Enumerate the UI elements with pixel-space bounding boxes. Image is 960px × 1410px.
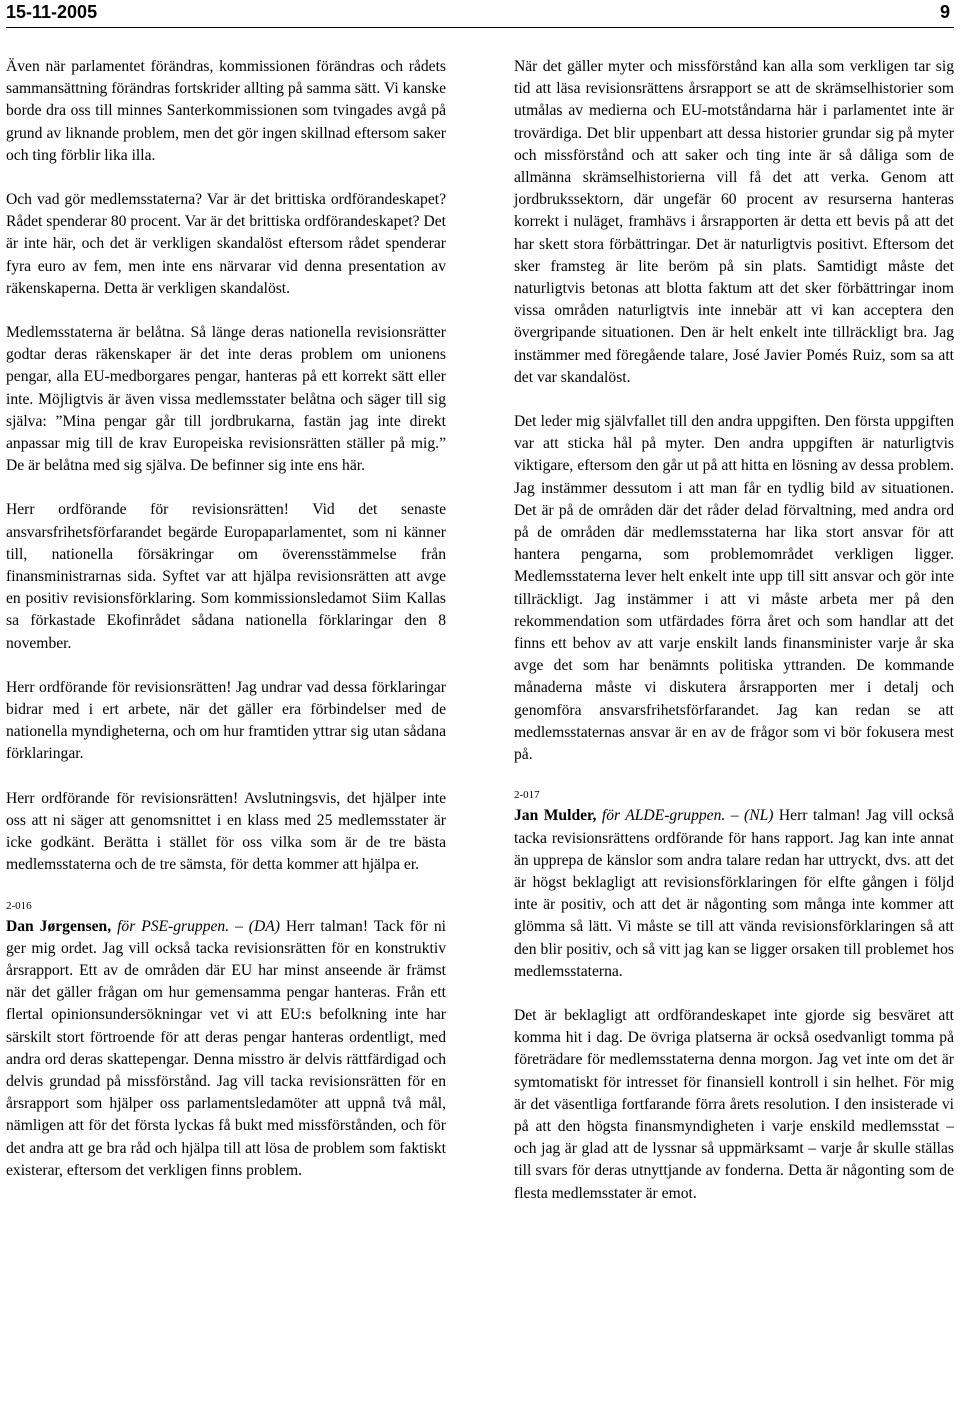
speech-text: Herr talman! Tack för ni ger mig ordet. Jag vill också tacka revisionsrätten för en konstruktiv årsrapport. Ett av de områden där EU har minst anseende är främst när det gäller frågan om hur gemensamma pengar hanteras. Från ett flertal opinionsundersökningar vet vi att EU:s befolkning inte har särskilt stort förtroende för att deras pengar hanteras ordentligt, med andra ord deras skattepengar. Denna misstro är delvis rättfärdigad och delvis grundad på missförstånd. Jag vill tacka revisionsrätten för en årsrapport som hjälper oss parlamentsledamöter att uppnå två mål, nämligen att för det första lyckas få bukt med missförstånden, och för det andra att ge bra råd och hjälpa till att lösa de problem som faktiskt existerar, eftersom det verkligen finns problem. — [6, 917, 446, 1179]
paragraph: Och vad gör medlemsstaterna? Var är det brittiska ordförandeskapet? Rådet spenderar 80 procent. Var är det brittiska ordförandeskapet? Det är inte här, och det är verkligen skandalöst eftersom rådet spenderar fyra euro av fem, men inte ens närvarar vid denna presentation av räkenskaperna. Detta är verkligen skandalöst. — [6, 191, 446, 297]
speaker-language: – (NL) — [730, 807, 774, 825]
header-page-number: 9 — [939, 2, 950, 22]
paragraph: Det leder mig självfallet till den andra uppgiften. Den första uppgiften var att sticka hål på myter. Den andra uppgiften är naturligtvis viktigare, eftersom den går ut på att hitta en lösning av dessa problem. Jag instämmer dessutom i att man får en tydlig bild av situationen. Det är på de områden där det råder delad förvaltning, med andra ord på de områden där medlemsstaterna har lika stort ansvar för att hantera pengarna, som problemområdet verkligen ligger. Medlemsstaterna lever helt enkelt inte upp till sitt ansvar och gör inte tillräckligt. Jag instämmer i att vi måste arbeta mer på den rekommendation som utfärdades förra året och som handlar att det finns ett behov av att varje enskilt lands finansminister varje år ska avge det som har benämnts politiska yttranden. De kommande månaderna måste vi diskutera årsrapporten mer i detalj och genomföra ansvarsfrihetsförfarandet. Jag kan redan se att medlemsstaternas ansvar är en av de frågor som vi bör fokusera mest på. — [514, 413, 954, 764]
paragraph: När det gäller myter och missförstånd kan alla som verkligen tar sig tid att läsa revisionsrättens årsrapport se att de skrämselhistorier som utmålas av medierna och EU-motståndarna här i parlamentet inte är trovärdiga. Det blir uppenbart att dessa historier grundar sig på myter och missförstånd och att saker och ting inte är så dåliga som de allmänna skrämselhistorierna vill få det att verka. Genom att jordbrukssektorn, där ungefär 60 procent av resurserna hanteras korrekt i nuläget, framhävs i årsrapporten är detta ett bevis på att det har skett stora förbättringar. Det är naturligtvis positivt. Eftersom det sker framsteg är lite beröm på sin plats. Samtidigt måste det naturligtvis betonas att blotta faktum att det sker förbättringar inom vissa områden naturligtvis inte innebär att vi kan acceptera den övergripande situationen. Den är helt enkelt inte tillräckligt bra. Jag instämmer med föregående talare, José Javier Pomés Ruiz, som sa att det var skandalöst. — [514, 58, 954, 386]
page-header — [6, 0, 954, 28]
speaker-name: Jan Mulder, — [514, 807, 597, 825]
speaker-group: för PSE-gruppen. — [117, 917, 230, 935]
speaker-code: 2-017 — [514, 789, 540, 802]
paragraph: Herr ordförande för revisionsrätten! Jag undrar vad dessa förklaringar bidrar med i ert arbete, när det gäller era förbindelser med de nationella myndigheterna, och om hur framtiden yttrar sig utan sådana förklaringar. — [6, 678, 446, 763]
paragraph: Det är beklagligt att ordförandeskapet inte gjorde sig besväret att komma hit i dag. De övriga platserna är också osedvanligt tomma på företrädare för medlemsstaterna denna morgon. Jag vet inte om det är symtomatiskt för intresset för finansiell kontroll i sin helhet. För mig är det väsentliga fortfarande förra årets resolution. I den insisterade vi på att den högsta finansmyndigheten i varje enskild medlemsstat – och jag är glad att de lyssnar så uppmärksamt – varje år skulle ställas till svars för deras utnyttjande av fonderna. Detta är någonting som de flesta medlemsstater är emot. — [514, 1006, 954, 1202]
speaker-language: – (DA) — [235, 917, 280, 935]
paragraph: Medlemsstaterna är belåtna. Så länge deras nationella revisionsrätter godtar deras räkenskaper är det inte deras problem om unionens pengar, alla EU-medborgares pengar, hanteras på ett korrekt sätt eller inte. Möjligtvis är även vissa medlemsstater belåtna och säger till sig själva: ”Mina pengar går till jordbrukarna, fastän jag inte direkt anpassar mig till de krav Europeiska revisionsrätten ställer på mig.” De är belåtna med sig själva. De befinner sig inte ens här. — [6, 324, 446, 475]
speech — [514, 805, 954, 983]
speaker-code: 2-016 — [6, 899, 32, 912]
right-column — [514, 56, 954, 1205]
header-date: 15-11-2005 — [6, 2, 98, 22]
paragraph: Herr ordförande för revisionsrätten! Vid det senaste ansvarsfrihetsförfarandet begärde Europaparlamentet, som ni känner till, nationella försäkringar om överensstämmelse från finansministrarnas sida. Syftet var att hjälpa revisionsrätten att avge en positiv revisionsförklaring. Som kommissionsledamot Siim Kallas sa förkastade Ekofinrådet sådana nationella förklaringar den 8 november. — [6, 501, 446, 652]
speech — [6, 916, 446, 1182]
paragraph: Även när parlamentet förändras, kommissionen förändras och rådets sammansättning förändras fortskrider allting på samma sätt. Vi kanske borde dra oss till minnes Santerkommissionen som tvingades avgå på grund av liknande problem, men det gör ingen skillnad eftersom saker och ting förblir lika illa. — [6, 58, 446, 164]
speech-text: Herr talman! Jag vill också tacka revisionsrättens ordförande för hans rapport. Jag kan inte annat än upprepa de känslor som andra talare redan har uttryckt, dvs. att det är högst beklagligt att revisionsförklaringen för elfte gången i följd inte är positiv, och att det är någonting som många inte kommer att glömma så lätt. Vi måste se till att vända revisionsförklaringen så att den blir positiv, och så vitt jag kan se ligger orsaken till problemet hos medlemsstaterna. — [514, 807, 954, 980]
paragraph: Herr ordförande för revisionsrätten! Avslutningsvis, det hjälper inte oss att ni säger att genomsnittet i en klass med 25 medlemsstater är icke godkänt. Berätta i stället för oss vilka som är de tre bästa medlemsstaterna och de tre sämsta, för detta kommer att hjälpa er. — [6, 789, 446, 874]
left-column — [6, 56, 446, 1182]
speaker-name: Dan Jørgensen, — [6, 917, 112, 935]
speaker-group: för ALDE-gruppen. — [601, 807, 726, 825]
